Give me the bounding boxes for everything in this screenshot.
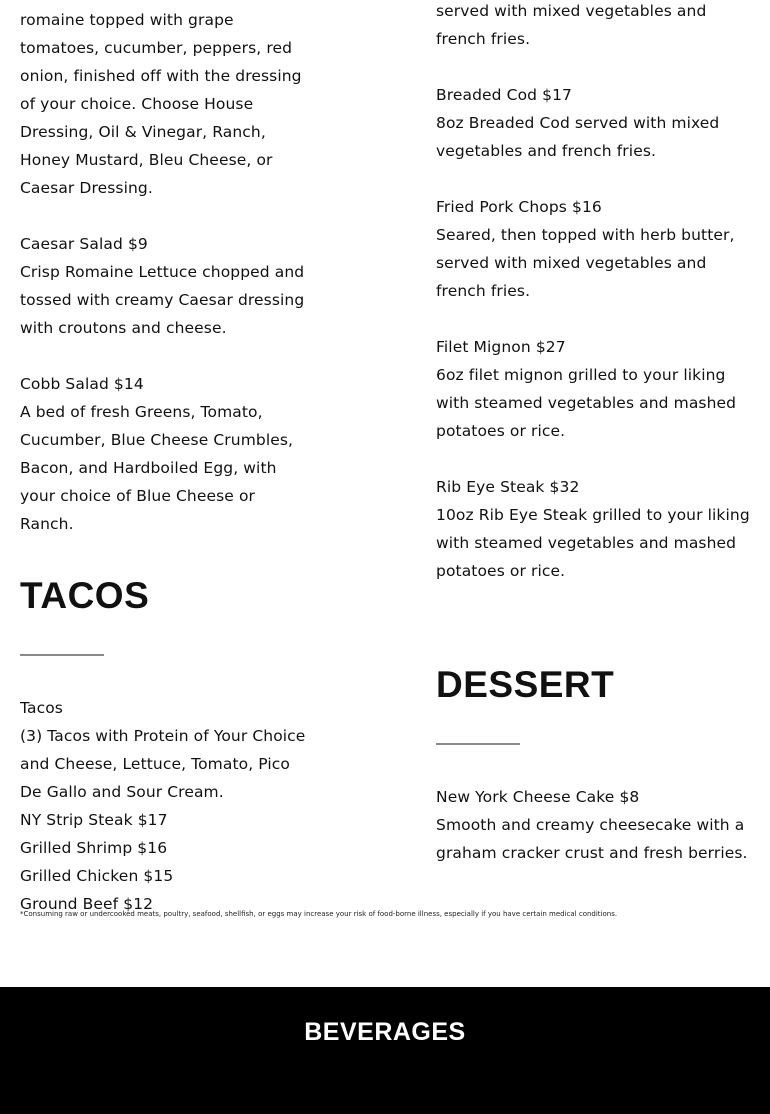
- menu-item-caesar-salad: [20, 230, 310, 342]
- house-salad-description: romaine topped with grape tomatoes, cucumber, peppers, red onion, finished off with the dressing of your choice. Choose House Dressing, Oil & Vinegar, Ranch, Honey Mustard, Bleu Cheese, or Caesar Dressing.: [20, 11, 302, 197]
- menu-item-new-york-cheese-cake: [436, 783, 752, 867]
- item-name: New York Cheese Cake $8: [436, 788, 640, 806]
- entree-description-partial: served with mixed vegetables and french fries.: [436, 2, 707, 48]
- item-description: (3) Tacos with Protein of Your Choice and Cheese, Lettuce, Tomato, Pico De Gallo and Sour Cream.: [20, 727, 306, 801]
- item-name: Filet Mignon $27: [436, 338, 566, 356]
- item-description: 10oz Rib Eye Steak grilled to your liking with steamed vegetables and mashed potatoes or rice.: [436, 506, 750, 580]
- item-name: Fried Pork Chops $16: [436, 198, 602, 216]
- section-divider: [20, 654, 104, 656]
- item-name: Tacos: [20, 699, 63, 717]
- taco-option: Grilled Chicken $15: [20, 867, 174, 885]
- section-title-beverages: BEVERAGES: [304, 1018, 466, 1046]
- menu-item-cobb-salad: [20, 370, 310, 538]
- beverages-header-band: [0, 987, 770, 1114]
- food-safety-disclaimer: *Consuming raw or undercooked meats, poultry, seafood, shellfish, or eggs may increase your risk of food-borne illness, especially if you have certain medical conditions.: [20, 910, 618, 918]
- item-name: Caesar Salad $9: [20, 235, 148, 253]
- menu-item-breaded-cod: [436, 81, 752, 165]
- item-name: Cobb Salad $14: [20, 375, 144, 393]
- menu-item-fried-pork-chops: [436, 193, 752, 305]
- menu-item-tacos: [20, 694, 310, 918]
- taco-option: NY Strip Steak $17: [20, 811, 168, 829]
- taco-option: Ground Beef $12: [20, 895, 154, 913]
- item-description: 6oz filet mignon grilled to your liking with steamed vegetables and mashed potatoes or rice.: [436, 366, 737, 440]
- section-divider: [436, 743, 520, 745]
- left-column: [20, 0, 310, 918]
- taco-option: Grilled Shrimp $16: [20, 839, 168, 857]
- item-name: Breaded Cod $17: [436, 86, 572, 104]
- right-column: [436, 0, 752, 867]
- menu-item-rib-eye-steak: [436, 473, 752, 585]
- item-description: A bed of fresh Greens, Tomato, Cucumber, Blue Cheese Crumbles, Bacon, and Hardboiled Egg, with your choice of Blue Cheese or Ranch.: [20, 403, 294, 533]
- section-title-dessert: DESSERT: [436, 664, 615, 705]
- item-name: Rib Eye Steak $32: [436, 478, 580, 496]
- section-title-tacos: TACOS: [20, 575, 150, 616]
- item-description: 8oz Breaded Cod served with mixed vegetables and french fries.: [436, 114, 720, 160]
- item-description: Crisp Romaine Lettuce chopped and tossed with creamy Caesar dressing with croutons and cheese.: [20, 263, 305, 337]
- menu-item-filet-mignon: [436, 333, 752, 445]
- item-description: Seared, then topped with herb butter, served with mixed vegetables and french fries.: [436, 226, 735, 300]
- item-description: Smooth and creamy cheesecake with a graham cracker crust and fresh berries.: [436, 816, 748, 862]
